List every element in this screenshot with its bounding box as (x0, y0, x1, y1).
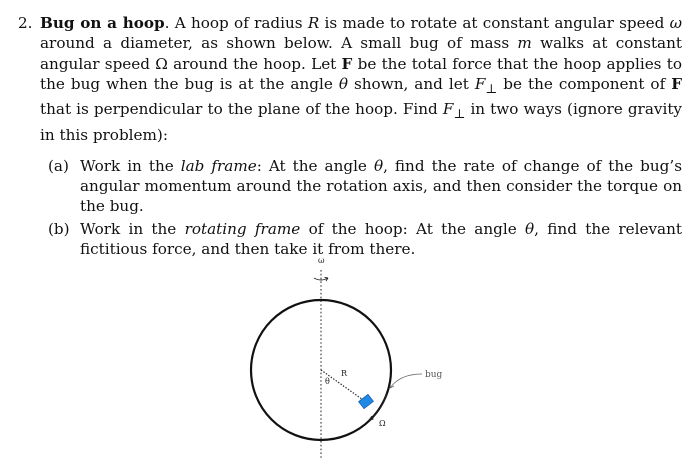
intro-text: be the component of (497, 74, 672, 93)
var-Omega: Ω (155, 54, 168, 73)
part-a (18, 156, 682, 217)
var-force-perp: F (474, 74, 486, 93)
var-theta: θ (338, 74, 348, 93)
problem-statement (18, 13, 682, 259)
part-text: , find the relevant fictitious force, and then take it from there. (80, 219, 683, 259)
problem-title: Bug on a hoop (40, 14, 165, 32)
Omega-label: Ω (379, 419, 386, 428)
intro-text: walks at constant angular speed (40, 34, 682, 73)
bug-pointer-line (390, 374, 422, 388)
perp-subscript: ⊥ (485, 80, 498, 96)
bug (359, 394, 374, 408)
problem-number: 2. (18, 14, 33, 32)
var-force: F (341, 54, 353, 73)
intro-text: around the hoop. Let (167, 54, 342, 73)
var-force-perp: F (442, 100, 454, 119)
intro-text: around a diameter, as shown below. A small bug of mass (40, 34, 518, 53)
omega-label: ω (318, 256, 325, 265)
part-a-text (80, 156, 682, 217)
intro-text: is made to rotate at constant angular speed (319, 14, 670, 32)
intro-text: in two ways (ignore gravity in this problem): (40, 100, 682, 144)
part-a-label: (a) (48, 156, 69, 175)
hoop-diagram (230, 248, 470, 473)
var-mass: m (517, 34, 532, 53)
lab-frame-emphasis: lab frame (180, 156, 257, 175)
var-force: F (671, 74, 682, 93)
radius-label: R (341, 369, 348, 378)
hoop-figure (230, 248, 470, 473)
part-text: Work in the (80, 156, 181, 175)
problem-intro (40, 13, 682, 145)
part-b-label: (b) (48, 219, 70, 238)
intro-text: that is perpendicular to the plane of the hoop. Find (40, 100, 443, 119)
theta-label: θ (325, 377, 330, 386)
var-radius: R (307, 14, 320, 32)
rotating-frame-emphasis: rotating frame (184, 219, 301, 238)
part-text: , find the rate of change of the bug’s angular momentum around the rotation axis, and then consider the torque on the bug. (80, 156, 682, 216)
intro-text: . A hoop of radius (164, 14, 308, 32)
bug-label: bug (425, 370, 443, 380)
intro-text: be the total force that the hoop applies to the bug when the bug is at the angle (40, 54, 682, 93)
perp-subscript: ⊥ (453, 106, 466, 122)
part-text: : At the angle (256, 156, 374, 175)
part-text: of the hoop: At the angle (300, 219, 525, 238)
var-omega: ω (669, 14, 683, 32)
var-theta: θ (525, 219, 535, 238)
var-theta: θ (373, 156, 384, 175)
intro-text: shown, and let (347, 74, 475, 93)
part-text: Work in the (80, 219, 185, 238)
